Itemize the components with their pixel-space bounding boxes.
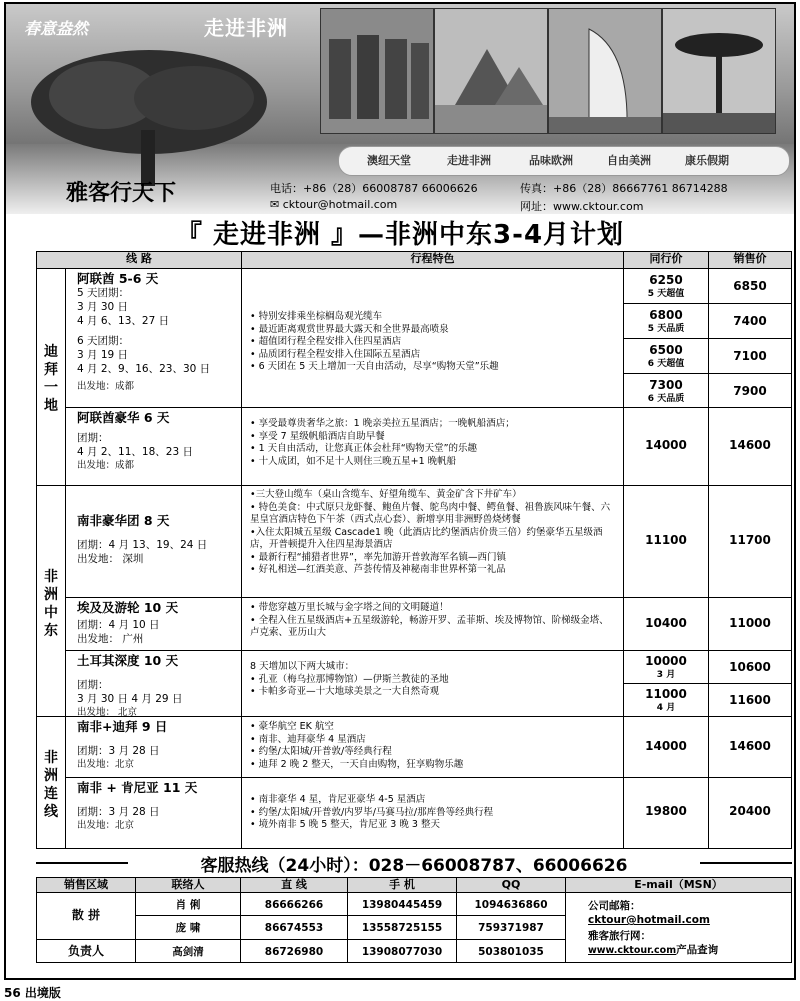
peer-price: 10400 bbox=[623, 597, 709, 651]
peer-price: 11100 bbox=[623, 485, 709, 598]
peer-price: 10000 3 月 bbox=[623, 650, 709, 684]
itinerary-table bbox=[36, 251, 792, 849]
tree-image bbox=[24, 40, 274, 190]
contact-direct: 86674553 bbox=[240, 915, 348, 940]
pill-3: 自由美洲 bbox=[607, 154, 651, 167]
contact-table bbox=[36, 877, 792, 963]
contact-th: 销售区域 bbox=[36, 877, 136, 893]
sale-price: 10600 bbox=[708, 650, 792, 684]
th-peer: 同行价 bbox=[623, 251, 709, 269]
brand-title: 走进非洲 bbox=[204, 16, 288, 40]
sale-price: 7100 bbox=[708, 338, 792, 374]
peer-price: 7300 6 天品质 bbox=[623, 373, 709, 408]
email-link[interactable]: cktour@hotmail.com bbox=[588, 914, 710, 926]
features-uae-luxury: • 享受最尊贵奢华之旅：1 晚亲美拉五星酒店；一晚帆船酒店； • 享受 7 星级帆船酒店自助早餐 • 1 天自由活动，让您真正体会杜拜“购物天堂”的乐趣 • 十人成团，如不足十人则住三晚五星+1 晚帆船 bbox=[241, 407, 624, 486]
peer-price: 19800 bbox=[623, 777, 709, 849]
pill-4: 康乐假期 bbox=[685, 154, 729, 167]
contact-name: 肖 俐 bbox=[135, 892, 241, 916]
contact-mobile: 13980445459 bbox=[347, 892, 457, 916]
category-pills bbox=[338, 146, 790, 176]
contact-region: 散 拼 bbox=[36, 892, 136, 940]
headline: 『 走进非洲 』—非洲中东3-4月计划 bbox=[175, 220, 625, 250]
photo-burj-al-arab bbox=[548, 8, 662, 134]
route-south-africa-kenya: 南非 + 肯尼亚 11 天 团期：3 月 28 日 出发地：北京 bbox=[65, 777, 242, 849]
contact-th: 联络人 bbox=[135, 877, 241, 893]
banner-phone: 电话：+86（28）66008787 66006626 bbox=[270, 182, 478, 195]
pill-0: 澳纽天堂 bbox=[367, 154, 411, 167]
features-turkey: 8 天增加以下两大城市： • 孔亚（梅乌拉那博物馆）—伊斯兰教徒的圣地 • 卡帕多奇亚—十大地球美景之一大自然奇观 bbox=[241, 650, 624, 717]
route-south-africa-luxury: 南非豪华团 8 天 团期：4 月 13、19、24 日 出发地： 深圳 bbox=[65, 485, 242, 598]
banner-email: ✉ cktour@hotmail.com bbox=[270, 198, 398, 211]
features-south-africa-luxury: •三大登山缆车（桌山含缆车、好望角缆车、黄金矿含下井矿车） • 特色美食：中式原只龙虾餐、鲍鱼片餐、鸵鸟肉中餐、鳄鱼餐、祖鲁族风味午餐、六星皇宫酒店特色下午茶（西式点心套）、新增享用非洲野兽烧烤餐 •入住太阳城五星级 Cascade1 晚（此酒店比约堡酒店价贵三倍）约堡豪华五星级酒店，开普顿提升入住四星海景酒店 • 最新行程“捕猎者世界”，率先加游开普敦海军名镇—西门镇 • 好礼相送—红酒美意、芦荟传情及神秘南非世界杯第一礼品 bbox=[241, 485, 624, 598]
slogan: 雅客行天下 bbox=[66, 180, 177, 206]
contact-th: QQ bbox=[456, 877, 566, 893]
page-footer: 56 出境版 bbox=[4, 986, 61, 1000]
peer-price: 6800 5 天品质 bbox=[623, 303, 709, 339]
contact-name: 庞 啸 bbox=[135, 915, 241, 940]
contact-name: 高剑清 bbox=[135, 939, 241, 963]
brand-script: 春意盎然 bbox=[24, 19, 89, 38]
th-sale: 销售价 bbox=[708, 251, 792, 269]
pill-1: 走进非洲 bbox=[447, 154, 491, 167]
hotline-bar bbox=[36, 851, 792, 875]
peer-price: 14000 bbox=[623, 407, 709, 486]
banner-web: 网址：www.cktour.com bbox=[520, 200, 644, 213]
region-africa-link: 非洲连线 bbox=[36, 716, 66, 849]
peer-price: 6250 5 天超值 bbox=[623, 268, 709, 304]
peer-price: 11000 4 月 bbox=[623, 683, 709, 717]
sale-price: 11600 bbox=[708, 683, 792, 717]
contact-th: 直 线 bbox=[240, 877, 348, 893]
contact-qq: 503801035 bbox=[456, 939, 566, 963]
sale-price: 11700 bbox=[708, 485, 792, 598]
features-uae-5-6: • 特别安排乘坐棕榈岛观光缆车 • 最近距离观赏世界最大露天和全世界最高喷泉 • 超值团行程全程安排入住四星酒店 • 品质团行程全程安排入住国际五星酒店 • 6 天团在 5 天上增加一天自由活动，尽享“购物天堂”乐趣 bbox=[241, 268, 624, 408]
sale-price: 7400 bbox=[708, 303, 792, 339]
photo-pyramids bbox=[434, 8, 548, 134]
route-uae-5-6: 阿联酋 5-6 天 5 天团期： 3 月 30 日 4 月 6、13、27 日 6 天团期： 3 月 19 日 4 月 2、9、16、23、30 日 出发地：成都 bbox=[65, 268, 242, 408]
website-link[interactable]: www.cktour.com bbox=[588, 945, 677, 956]
contact-region: 负责人 bbox=[36, 939, 136, 963]
route-turkey: 土耳其深度 10 天 团期： 3 月 30 日 4 月 29 日 出发地： 北京 bbox=[65, 650, 242, 717]
route-egypt-cruise: 埃及及游轮 10 天 团期：4 月 10 日 出发地： 广州 bbox=[65, 597, 242, 651]
banner-fax: 传真：+86（28）86667761 86714288 bbox=[520, 182, 728, 195]
peer-price: 6500 6 天超值 bbox=[623, 338, 709, 374]
contact-th: E-mail（MSN） bbox=[565, 877, 792, 893]
contact-direct: 86666266 bbox=[240, 892, 348, 916]
features-egypt-cruise: • 带您穿越万里长城与金字塔之间的文明隧道！ • 全程入住五星级酒店+五星级游轮，畅游开罗、孟菲斯、埃及博物馆、阶梯级金塔、卢克索、亚历山大 bbox=[241, 597, 624, 651]
sale-price: 20400 bbox=[708, 777, 792, 849]
region-dubai: 迪拜一地 bbox=[36, 268, 66, 486]
mail-icon: ✉ bbox=[270, 198, 283, 211]
route-uae-luxury: 阿联酋豪华 6 天 团期： 4 月 2、11、18、23 日 出发地：成都 bbox=[65, 407, 242, 486]
contact-th: 手 机 bbox=[347, 877, 457, 893]
contact-qq: 1094636860 bbox=[456, 892, 566, 916]
contact-mobile: 13908077030 bbox=[347, 939, 457, 963]
region-africa-mideast: 非洲中东 bbox=[36, 485, 66, 717]
hotline-text: 客服热线（24小时）：028－66008787、66006626 bbox=[200, 856, 628, 876]
contact-direct: 86726980 bbox=[240, 939, 348, 963]
pill-2: 品味欧洲 bbox=[529, 154, 573, 167]
sale-price: 6850 bbox=[708, 268, 792, 304]
photo-statues bbox=[320, 8, 434, 134]
features-south-africa-dubai: • 豪华航空 EK 航空 • 南非、迪拜豪华 4 星酒店 • 约堡/太阳城/开普敦/等经典行程 • 迪拜 2 晚 2 整天，一天自由购物，狂享购物乐趣 bbox=[241, 716, 624, 778]
contact-mobile: 13558725155 bbox=[347, 915, 457, 940]
features-south-africa-kenya: • 南非豪华 4 星，肯尼亚豪华 4-5 星酒店 • 约堡/太阳城/开普敦/内罗毕/马赛马拉/那库鲁等经典行程 • 境外南非 5 晚 5 整天，肯尼亚 3 晚 3 整天 bbox=[241, 777, 624, 849]
route-south-africa-dubai: 南非+迪拜 9 日 团期：3 月 28 日 出发地：北京 bbox=[65, 716, 242, 778]
photo-acacia bbox=[662, 8, 776, 134]
contact-qq: 759371987 bbox=[456, 915, 566, 940]
contact-email-cell: 公司邮箱： cktour@hotmail.com 雅客旅行网： www.cktour.com产品查询 bbox=[565, 892, 792, 963]
th-route: 线 路 bbox=[36, 251, 242, 269]
sale-price: 11000 bbox=[708, 597, 792, 651]
sale-price: 7900 bbox=[708, 373, 792, 408]
peer-price: 14000 bbox=[623, 716, 709, 778]
sale-price: 14600 bbox=[708, 407, 792, 486]
sale-price: 14600 bbox=[708, 716, 792, 778]
banner bbox=[6, 4, 794, 214]
th-features: 行程特色 bbox=[241, 251, 624, 269]
